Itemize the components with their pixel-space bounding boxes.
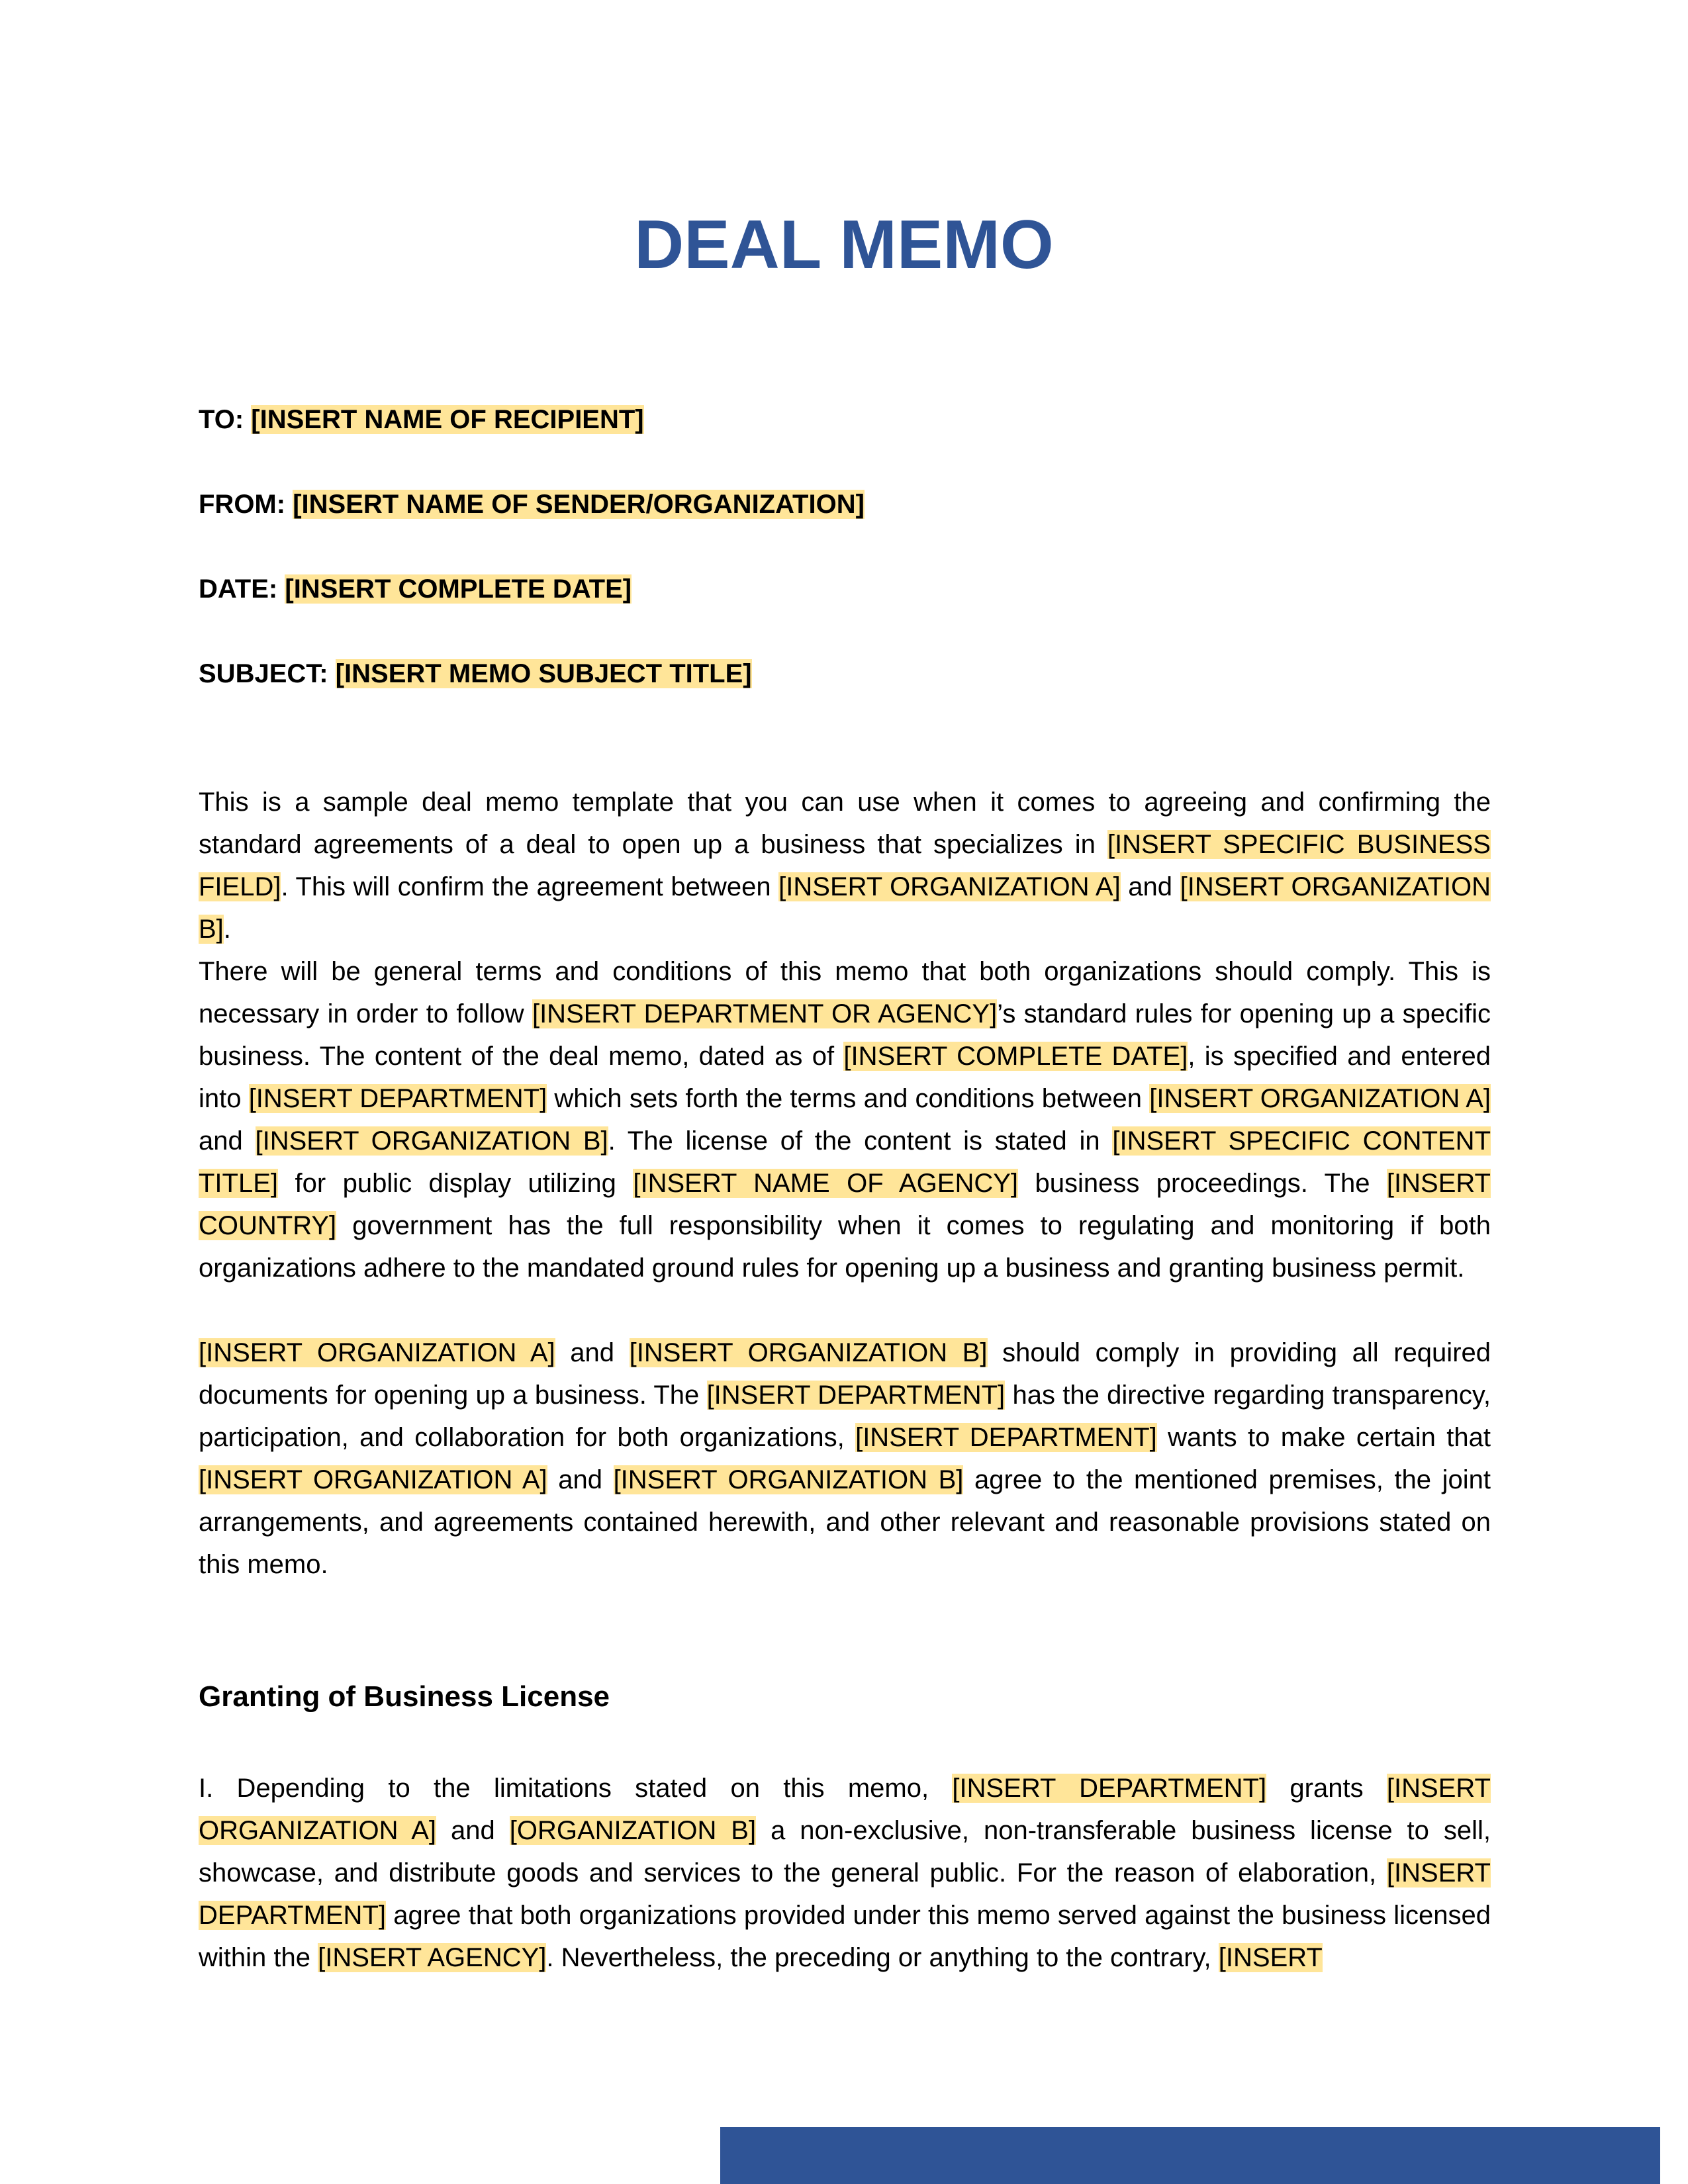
- body-text: grants: [1266, 1774, 1387, 1803]
- body-text: . Nevertheless, the preceding or anything to the contrary,: [546, 1943, 1219, 1972]
- section-heading: Granting of Business License: [199, 1680, 610, 1713]
- body-text: . The license of the content is stated in: [608, 1126, 1113, 1156]
- footer-accent-bar: [720, 2127, 1660, 2184]
- date-line: [199, 568, 632, 610]
- placeholder-text: [INSERT SPECIFIC BUSINESS FIELD]: [199, 830, 1491, 901]
- body-text: and: [199, 1126, 256, 1156]
- placeholder-text: [INSERT DEPARTMENT]: [199, 1858, 1491, 1930]
- placeholder-text: [INSERT: [1218, 1943, 1323, 1972]
- date-value: [INSERT COMPLETE DATE]: [285, 574, 632, 604]
- placeholder-text: [INSERT NAME OF AGENCY]: [633, 1169, 1019, 1198]
- placeholder-text: [INSERT AGENCY]: [318, 1943, 547, 1972]
- from-label: FROM:: [199, 490, 286, 519]
- body-text: , is specified and entered into: [199, 1042, 1491, 1113]
- placeholder-text: [INSERT DEPARTMENT]: [706, 1381, 1006, 1410]
- body-text: This is a sample deal memo template that you can use when it comes to agreeing and confirming the standard agreements of a deal to open up a business that specializes in: [199, 788, 1491, 859]
- body-text: and: [555, 1338, 630, 1367]
- placeholder-text: [INSERT DEPARTMENT]: [952, 1774, 1267, 1803]
- paragraph-compliance: [199, 1332, 1491, 1586]
- placeholder-text: [INSERT ORGANIZATION A]: [1149, 1084, 1491, 1113]
- placeholder-text: [INSERT ORGANIZATION A]: [199, 1465, 547, 1494]
- from-value: [INSERT NAME OF SENDER/ORGANIZATION]: [293, 490, 865, 519]
- placeholder-text: [ORGANIZATION B]: [509, 1816, 757, 1845]
- subject-value: [INSERT MEMO SUBJECT TITLE]: [335, 659, 752, 688]
- body-text: There will be general terms and conditions of this memo that both organizations should comply. This is necessary in order to follow: [199, 957, 1491, 1028]
- placeholder-text: [INSERT COUNTRY]: [199, 1169, 1491, 1240]
- body-text: and: [1120, 872, 1180, 901]
- body-text: agree to the mentioned premises, the joint arrangements, and agreements contained herewith, and other relevant and reasonable provisions stated on this memo.: [199, 1465, 1491, 1579]
- paragraph-license: [199, 1767, 1491, 1979]
- placeholder-text: [INSERT ORGANIZATION A]: [778, 872, 1121, 901]
- body-text: I. Depending to the limitations stated on this memo,: [199, 1774, 953, 1803]
- body-text: should comply in providing all required documents for opening up a business. The: [199, 1338, 1491, 1410]
- body-text: .: [223, 915, 231, 944]
- body-text: which sets forth the terms and conditions between: [547, 1084, 1150, 1113]
- body-text: . This will confirm the agreement between: [281, 872, 779, 901]
- body-text: for public display utilizing: [278, 1169, 633, 1198]
- placeholder-text: [INSERT DEPARTMENT OR AGENCY]: [532, 999, 998, 1028]
- body-text: agree that both organizations provided under this memo served against the business licensed within the: [199, 1901, 1491, 1972]
- placeholder-text: [INSERT ORGANIZATION A]: [199, 1338, 555, 1367]
- placeholder-text: [INSERT DEPARTMENT]: [248, 1084, 547, 1113]
- body-text: ’s standard rules for opening up a specific business. The content of the deal memo, dated as of: [199, 999, 1491, 1071]
- to-label: TO:: [199, 405, 244, 434]
- document-title: DEAL MEMO: [634, 206, 1054, 283]
- subject-line: [199, 653, 752, 695]
- body-text: business proceedings. The: [1018, 1169, 1387, 1198]
- from-line: [199, 483, 865, 525]
- subject-label: SUBJECT:: [199, 659, 328, 688]
- placeholder-text: [INSERT COMPLETE DATE]: [843, 1042, 1188, 1071]
- placeholder-text: [INSERT ORGANIZATION B]: [199, 872, 1491, 944]
- placeholder-text: [INSERT ORGANIZATION A]: [199, 1774, 1491, 1845]
- placeholder-text: [INSERT ORGANIZATION B]: [613, 1465, 964, 1494]
- placeholder-text: [INSERT SPECIFIC CONTENT TITLE]: [199, 1126, 1491, 1198]
- date-label: DATE:: [199, 574, 278, 604]
- body-text: wants to make certain that: [1156, 1423, 1491, 1452]
- body-text: has the directive regarding transparency, participation, and collaboration for both organizations,: [199, 1381, 1491, 1452]
- placeholder-text: [INSERT DEPARTMENT]: [855, 1423, 1157, 1452]
- to-value: [INSERT NAME OF RECIPIENT]: [251, 405, 644, 434]
- body-text: and: [436, 1816, 510, 1845]
- body-text: a non-exclusive, non-transferable business license to sell, showcase, and distribute goods and services to the general public. For the reason of elaboration,: [199, 1816, 1491, 1888]
- placeholder-text: [INSERT ORGANIZATION B]: [629, 1338, 988, 1367]
- to-line: [199, 398, 644, 441]
- body-text: and: [547, 1465, 614, 1494]
- body-text: government has the full responsibility when it comes to regulating and monitoring if both organizations adhere to the mandated ground rules for opening up a business and granting business permit.: [199, 1211, 1491, 1283]
- paragraph-intro: [199, 781, 1491, 950]
- paragraph-terms: [199, 950, 1491, 1289]
- placeholder-text: [INSERT ORGANIZATION B]: [255, 1126, 608, 1156]
